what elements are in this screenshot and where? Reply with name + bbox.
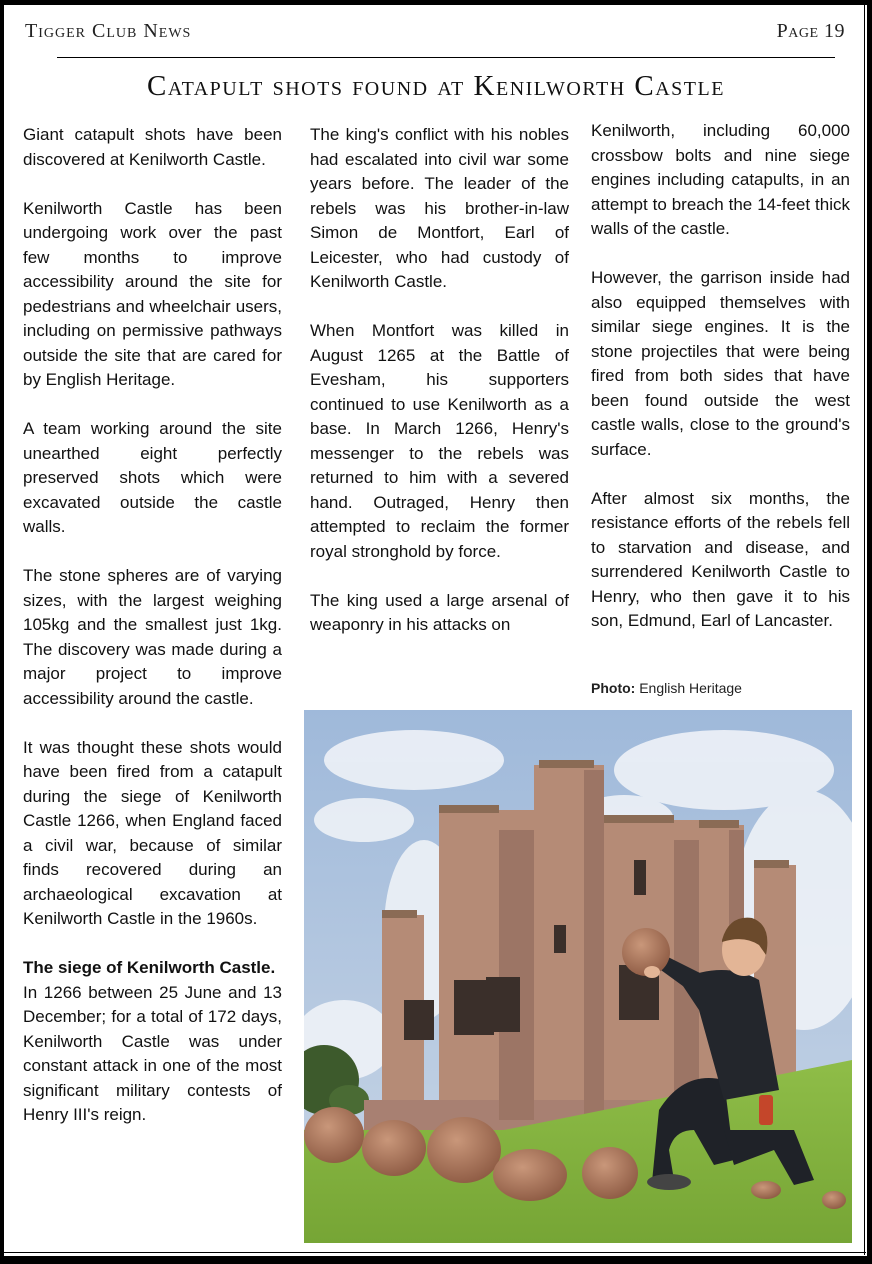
article-column-1	[23, 123, 282, 1128]
paragraph: After almost six months, the resistance efforts of the rebels fell to starvation and disease, and surrendered Kenilworth Castle to Henry, who then gave it to his son, Edmund, Earl of Lancaster.	[591, 488, 850, 630]
paragraph: Giant catapult shots have been discovered at Kenilworth Castle.	[23, 125, 282, 169]
paragraph: It was thought these shots would have been fired from a catapult during the siege of Kenilworth Castle 1266, when England faced a civil war, because of similar finds recovered during an archaeological excavation at Kenilworth Castle in the 1960s.	[23, 737, 282, 928]
paragraph: Kenilworth, including 60,000 crossbow bolts and nine siege engines including catapults, in an attempt to breach the 14-feet thick walls of the castle.	[591, 121, 850, 238]
paragraph: A team working around the site unearthed eight perfectly preserved shots which were excavated outside the castle walls.	[23, 419, 282, 536]
article-column-3	[591, 119, 850, 658]
page-border-bottom-inner	[0, 1252, 866, 1253]
page-border-left	[0, 0, 4, 1264]
article-title: Catapult shots found at Kenilworth Castle	[147, 70, 725, 102]
paragraph: However, the garrison inside had also equipped themselves with similar siege engines. It is the stone projectiles that were being fired from both sides that have been found outside the west castle walls, close to the ground's surface.	[591, 268, 850, 459]
paragraph: When Montfort was killed in August 1265 at the Battle of Evesham, his supporters continued to use Kenilworth as a base. In March 1266, Henry's messenger to the rebels was returned to him with a severed hand. Outraged, Henry then attempted to reclaim the former royal stronghold by force.	[310, 321, 569, 561]
article-column-2	[310, 123, 569, 662]
photo-caption	[591, 680, 742, 696]
caption-label: Photo:	[591, 680, 636, 696]
caption-credit: English Heritage	[639, 680, 742, 696]
subsection	[23, 956, 282, 1128]
paragraph: The stone spheres are of varying sizes, with the largest weighing 105kg and the smallest just 1kg. The discovery was made during a major project to improve accessibility around the castle.	[23, 566, 282, 708]
page-border-top	[0, 0, 872, 5]
castle-photo	[304, 710, 852, 1243]
header-divider	[57, 57, 835, 58]
page-border-right	[867, 0, 872, 1264]
paragraph: The king's conflict with his nobles had escalated into civil war some years before. The leader of the rebels was his brother-in-law Simon de Montfort, Earl of Leicester, who had custody of Kenilworth Castle.	[310, 125, 569, 291]
subheading: The siege of Kenilworth Castle.	[23, 958, 276, 977]
paragraph: The king used a large arsenal of weaponry in his attacks on	[310, 590, 569, 634]
publication-name: Tigger Club News	[25, 20, 192, 42]
paragraph: Kenilworth Castle has been undergoing work over the past few months to improve accessibility around the site for pedestrians and wheelchair users, including on permissive pathways outside the site that are cared for by English Heritage.	[23, 198, 282, 389]
page-border-right-inner	[864, 5, 865, 1255]
paragraph: In 1266 between 25 June and 13 December; for a total of 172 days, Kenilworth Castle was under constant attack in one of the most significant military contests of Henry III's reign.	[23, 982, 282, 1124]
page-border-bottom	[0, 1256, 872, 1264]
page-number: Page 19	[776, 20, 845, 42]
